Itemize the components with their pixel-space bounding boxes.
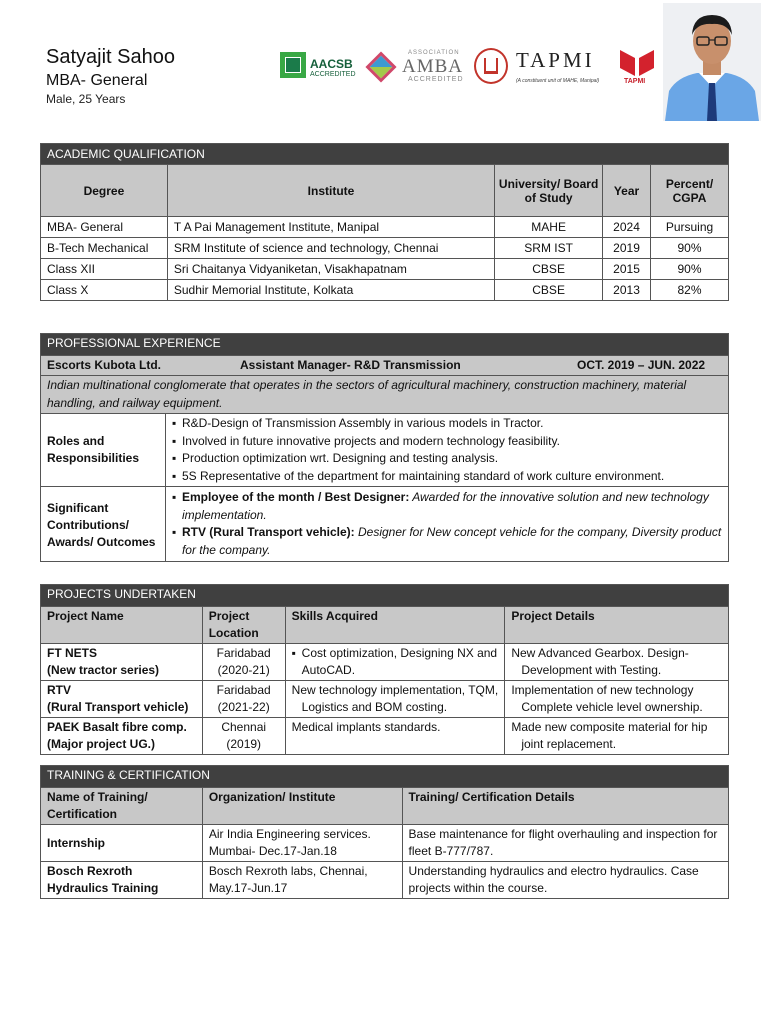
demographics: Male, 25 Years: [46, 92, 126, 106]
table-row: [41, 238, 729, 259]
training-name-cell: Bosch Rexroth Hydraulics Training: [41, 862, 203, 899]
degree-cell: Class XII: [41, 259, 168, 280]
table-row: RTV (Rural Transport vehicle) Faridabad (2021-22) New technology implementation, TQM, Logistics and BOM costing. Implementation of new technology Complete vehicle level ownership.: [41, 681, 729, 718]
board-cell: CBSE: [495, 280, 603, 301]
list-item: ▪ RTV (Rural Transport vehicle): Designer for New concept vehicle for the company, Diversity product for the company.: [172, 524, 722, 559]
col-project-name: Project Name: [41, 607, 203, 644]
list-item: ▪ 5S Representative of the department for maintaining standard of work culture environment.: [172, 468, 722, 486]
training-table: [40, 765, 729, 899]
col-skills: Skills Acquired: [285, 607, 505, 644]
aacsb-logo: AACSB ACCREDITED: [280, 50, 356, 82]
table-row: [41, 259, 729, 280]
col-degree: Degree: [41, 165, 168, 217]
table-row: PAEK Basalt fibre comp. (Major project UG.) Chennai (2019) Medical implants standards. Made new composite material for hip joint replacement.: [41, 718, 729, 755]
list-item: ▪ R&D-Design of Transmission Assembly in various models in Tractor.: [172, 415, 722, 433]
tapmi-logo: TAPMI (A constituent unit of MAHE, Manipal): [516, 48, 600, 84]
board-cell: CBSE: [495, 259, 603, 280]
year-cell: 2013: [603, 280, 651, 301]
col-details: Project Details: [505, 607, 729, 644]
col-score: Percent/ CGPA: [651, 165, 729, 217]
amba-logo: ASSOCIATION AMBA ACCREDITED: [368, 50, 468, 84]
program-name: MBA- General: [46, 72, 148, 89]
company-description: Indian multinational conglomerate that operates in the sectors of agricultural machinery, construction machinery, material handling, and railway equipment.: [41, 376, 729, 414]
job-role: Assistant Manager- R&D Transmission: [240, 358, 461, 372]
degree-cell: Class X: [41, 280, 168, 301]
table-row: [41, 280, 729, 301]
institute-cell: Sudhir Memorial Institute, Kolkata: [167, 280, 494, 301]
contributions-label: Significant Contributions/ Awards/ Outcomes: [41, 487, 166, 562]
col-organization: Organization/ Institute: [202, 788, 402, 825]
table-row: [41, 862, 729, 899]
year-cell: 2024: [603, 217, 651, 238]
institute-cell: T A Pai Management Institute, Manipal: [167, 217, 494, 238]
experience-table: [40, 333, 729, 562]
job-period: OCT. 2019 – JUN. 2022: [577, 358, 706, 372]
board-cell: MAHE: [495, 217, 603, 238]
col-institute: Institute: [167, 165, 494, 217]
organization-cell: Bosch Rexroth labs, Chennai, May.17-Jun.17: [202, 862, 402, 899]
year-cell: 2019: [603, 238, 651, 259]
company-name: Escorts Kubota Ltd.: [47, 358, 162, 372]
year-cell: 2015: [603, 259, 651, 280]
institute-cell: SRM Institute of science and technology, Chennai: [167, 238, 494, 259]
col-project-location: Project Location: [202, 607, 285, 644]
table-row: [41, 825, 729, 862]
col-training-name: Name of Training/ Certification: [41, 788, 203, 825]
profile-photo: [663, 3, 761, 121]
roles-label: Roles and Responsibilities: [41, 414, 166, 487]
score-cell: 90%: [651, 259, 729, 280]
training-details-cell: Understanding hydraulics and electro hydraulics. Case projects within the course.: [402, 862, 728, 899]
academic-table: [40, 143, 729, 301]
candidate-name: Satyajit Sahoo: [46, 46, 175, 68]
score-cell: Pursuing: [651, 217, 729, 238]
col-training-details: Training/ Certification Details: [402, 788, 728, 825]
list-item: ▪ Employee of the month / Best Designer: Awarded for the innovative solution and new technology implementation.: [172, 489, 722, 524]
score-cell: 82%: [651, 280, 729, 301]
training-name-cell: Internship: [41, 825, 203, 862]
degree-cell: B-Tech Mechanical: [41, 238, 168, 259]
table-row: [41, 217, 729, 238]
training-section-title: TRAINING & CERTIFICATION: [41, 766, 729, 788]
list-item: ▪ Involved in future innovative projects and modern technology feasibility.: [172, 433, 722, 451]
projects-section-title: PROJECTS UNDERTAKEN: [41, 585, 729, 607]
training-details-cell: Base maintenance for flight overhauling and inspection for fleet B-777/787.: [402, 825, 728, 862]
list-item: ▪ Production optimization wrt. Designing and testing analysis.: [172, 450, 722, 468]
table-row: FT NETS (New tractor series) Faridabad (2020-21) ▪ Cost optimization, Designing NX and AutoCAD. New Advanced Gearbox. Design-Development with Testing.: [41, 644, 729, 681]
degree-cell: MBA- General: [41, 217, 168, 238]
col-board: University/ Board of Study: [495, 165, 603, 217]
academic-section-title: ACADEMIC QUALIFICATION: [41, 144, 729, 165]
institute-cell: Sri Chaitanya Vidyaniketan, Visakhapatnam: [167, 259, 494, 280]
tapmi-mark-logo: TAPMI: [618, 48, 656, 88]
organization-cell: Air India Engineering services. Mumbai- Dec.17-Jan.18: [202, 825, 402, 862]
col-year: Year: [603, 165, 651, 217]
experience-section-title: PROFESSIONAL EXPERIENCE: [41, 334, 729, 356]
score-cell: 90%: [651, 238, 729, 259]
projects-table: [40, 584, 729, 755]
board-cell: SRM IST: [495, 238, 603, 259]
university-seal-icon: [474, 48, 508, 84]
